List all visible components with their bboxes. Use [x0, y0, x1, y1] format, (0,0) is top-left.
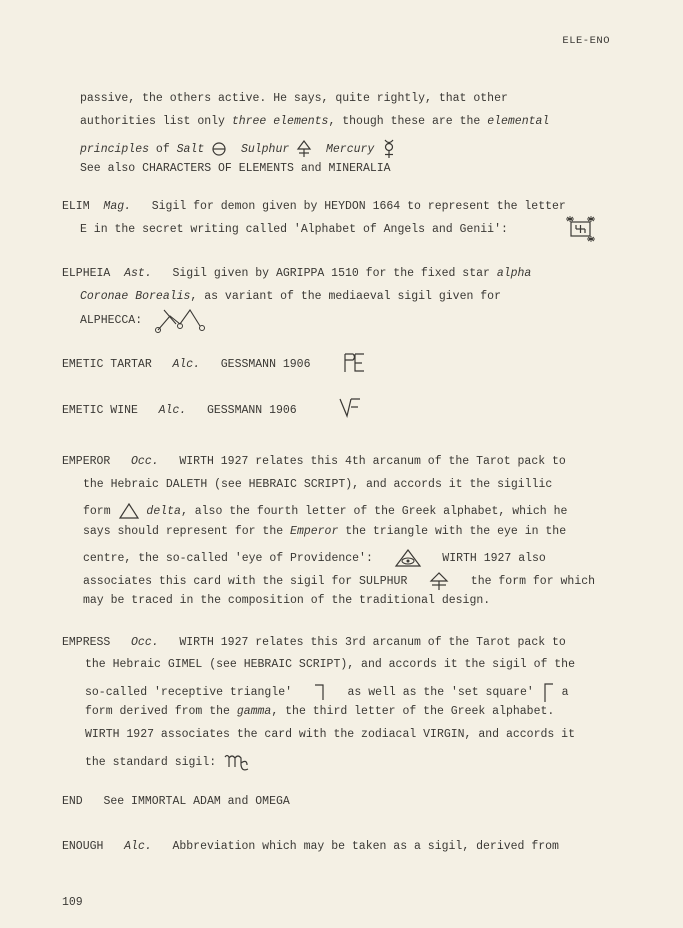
entry-elpheia-line-2: Coronae Borealis, as variant of the mediaeval sigil given for: [80, 290, 501, 303]
entry-emetic-wine: EMETIC WINE Alc. GESSMANN 1906: [62, 404, 297, 417]
entry-term: EMETIC TARTAR: [62, 358, 152, 371]
entry-elpheia-line-1: ELPHEIA Ast. Sigil given by AGRIPPA 1510 for the fixed star alpha: [62, 267, 532, 280]
emetic-wine-sigil-icon: [338, 396, 362, 418]
eye-of-providence-icon: [394, 548, 422, 568]
entry-elim-line-2: E in the secret writing called 'Alphabet of Angels and Genii':: [80, 223, 508, 236]
entry-end: END See IMMORTAL ADAM and OMEGA: [62, 795, 290, 808]
entry-empress-line-5: WIRTH 1927 associates the card with the zodiacal VIRGIN, and accords it: [85, 728, 575, 741]
entry-term: EMETIC WINE: [62, 404, 138, 417]
entry-emperor-line-3: form delta, also the fourth letter of the Greek alphabet, which he: [83, 502, 567, 520]
sulphur-sigil-icon: [296, 140, 312, 158]
sulphur-sigil-icon: [428, 571, 450, 591]
entry-category: Mag.: [103, 200, 132, 213]
entry-elim-line-1: ELIM Mag. Sigil for demon given by HEYDON 1664 to represent the letter: [62, 200, 566, 213]
entry-category: Alc.: [158, 404, 187, 417]
entry-empress-line-2: the Hebraic GIMEL (see HEBRAIC SCRIPT), and accords it the sigil of the: [85, 658, 575, 671]
salt-sigil-icon: [211, 141, 227, 157]
entry-elpheia-line-3: ALPHECCA:: [80, 314, 143, 327]
intro-line-2: authorities list only three elements, though these are the elemental: [80, 115, 550, 128]
virgo-sigil-icon: [223, 751, 251, 773]
entry-category: Occ.: [131, 455, 159, 468]
set-square-icon: [541, 681, 555, 703]
entry-enough: ENOUGH Alc. Abbreviation which may be taken as a sigil, derived from: [62, 840, 559, 853]
entry-emperor-line-1: EMPEROR Occ. WIRTH 1927 relates this 4th arcanum of the Tarot pack to: [62, 455, 566, 468]
entry-emetic-tartar: EMETIC TARTAR Alc. GESSMANN 1906: [62, 358, 311, 371]
entry-empress-line-4: form derived from the gamma, the third letter of the Greek alphabet.: [85, 705, 555, 718]
entry-category: Occ.: [131, 636, 159, 649]
entry-term: EMPEROR: [62, 455, 111, 468]
entry-category: Alc.: [172, 358, 201, 371]
entry-category: Alc.: [124, 840, 152, 853]
entry-emperor-line-6: associates this card with the sigil for SULPHUR the form for which: [83, 571, 595, 591]
entry-emperor-line-5: centre, the so-called 'eye of Providence': WIRTH 1927 also: [83, 548, 546, 568]
intro-line-1: passive, the others active. He says, quite rightly, that other: [80, 92, 508, 105]
entry-term: ENOUGH: [62, 840, 104, 853]
intro-line-4: See also CHARACTERS OF ELEMENTS and MINERALIA: [80, 162, 391, 175]
entry-term: ELIM: [62, 200, 90, 213]
entry-term: END: [62, 795, 83, 808]
entry-empress-line-6: the standard sigil:: [85, 751, 251, 773]
alphecca-sigil-icon: [150, 304, 210, 334]
entry-emperor-line-7: may be traced in the composition of the traditional design.: [83, 594, 491, 607]
entry-empress-line-1: EMPRESS Occ. WIRTH 1927 relates this 3rd arcanum of the Tarot pack to: [62, 636, 566, 649]
entry-category: Ast.: [124, 267, 152, 280]
emetic-tartar-sigil-icon: [342, 352, 366, 374]
intro-line-3: principles of Salt Sulphur Mercury: [80, 139, 397, 159]
entry-term: EMPRESS: [62, 636, 111, 649]
entry-term: ELPHEIA: [62, 267, 111, 280]
entry-emperor-line-2: the Hebraic DALETH (see HEBRAIC SCRIPT), and accords it the sigillic: [83, 478, 553, 491]
entry-empress-line-3: so-called 'receptive triangle' as well as the 'set square' a: [85, 681, 569, 703]
running-header: ELE-ENO: [562, 35, 610, 47]
receptive-triangle-icon: [313, 682, 327, 702]
mercury-sigil-icon: [381, 139, 397, 159]
page-number: 109: [62, 896, 83, 909]
entry-emperor-line-4: says should represent for the Emperor the triangle with the eye in the: [83, 525, 567, 538]
elim-sigil-icon: [566, 216, 596, 242]
delta-triangle-icon: [118, 502, 140, 520]
